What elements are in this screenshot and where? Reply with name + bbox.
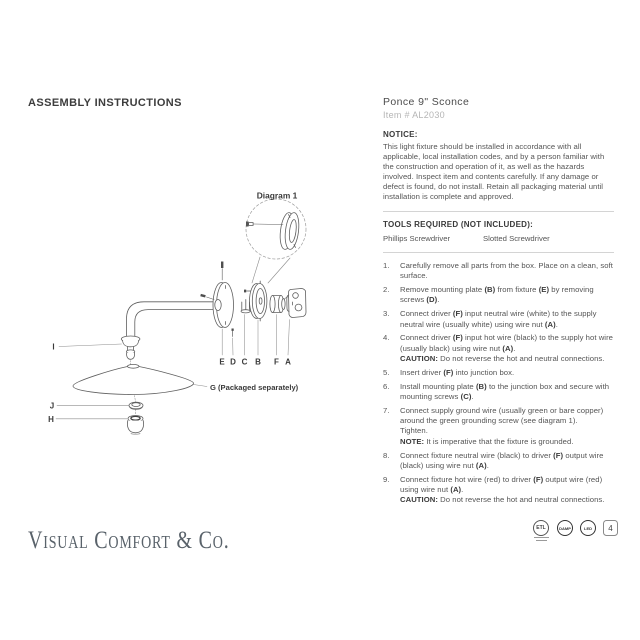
etl-label: ETL: [536, 525, 546, 531]
part-label-a: A: [285, 357, 291, 367]
step-text: Carefully remove all parts from the box. Place on a clean, soft surface.: [400, 261, 613, 281]
screw-d-icon: [232, 329, 234, 337]
instructions-column: [383, 96, 614, 509]
etl-fine-print: [533, 537, 550, 541]
led-icon: LED: [580, 520, 596, 536]
junction-box-part-a: [287, 289, 306, 318]
instruction-step: [383, 309, 614, 330]
leader-lines: [56, 315, 290, 419]
part-label-i: I: [52, 342, 55, 352]
damp-rated-icon: DAMP: [557, 520, 573, 536]
brand-logo: Visual Comfort & Co.: [28, 526, 230, 555]
certification-badges: [533, 520, 618, 541]
instruction-step: [383, 261, 614, 282]
step-text: Connect fixture hot wire (red) to driver (F) output wire (red) using wire nut (A). CAUTION: Do not reverse the hot and neutral connections.: [400, 474, 605, 505]
part-label-e: E: [219, 357, 225, 367]
instruction-step: [383, 333, 614, 364]
etl-certification-icon: [533, 520, 550, 541]
step-number: 9.: [383, 474, 390, 484]
step-text: Insert driver (F) into junction box.: [400, 367, 515, 377]
sconce-diagram: [25, 180, 360, 490]
instruction-step: [383, 406, 614, 447]
step-number: 1.: [383, 261, 390, 270]
step-number: 4.: [383, 333, 390, 343]
step-text: Connect driver (F) input neutral wire (white) to the supply neutral wire (usually white) using wire nut (A).: [400, 309, 597, 329]
step-text: Connect fixture neutral wire (black) to driver (F) output wire (black) using wire nut (A).: [400, 450, 604, 470]
exploded-diagram: [25, 180, 360, 490]
step-text: Connect supply ground wire (usually green or bare copper) around the green grounding screw (see diagram 1). Tighten. NOTE: It is imperative that the fixture is grounded.: [400, 405, 604, 446]
step-text: Install mounting plate (B) to the junction box and secure with mounting screws (C).: [400, 381, 610, 401]
socket-part-h: [127, 416, 143, 435]
fixture-arm: [121, 302, 217, 360]
screw-left-icon: [200, 294, 214, 300]
instruction-step: [383, 368, 614, 378]
part-label-j: J: [49, 401, 55, 411]
mounting-plate-part-b: [250, 281, 267, 321]
step-text: Connect driver (F) input hot wire (black) to the supply hot wire (usually black) using wire nut (A). CAUTION: Do not reverse the hot and neutral connections.: [400, 333, 614, 363]
notice-heading: NOTICE:: [383, 130, 418, 139]
instruction-list: [383, 261, 614, 506]
step-number: 7.: [383, 405, 390, 415]
diagram-title: Diagram 1: [256, 190, 298, 201]
canopy-part-e: [213, 283, 234, 328]
part-label-b: B: [255, 357, 261, 367]
tools-heading: TOOLS REQUIRED (NOT INCLUDED):: [383, 220, 534, 229]
part-label-c: C: [241, 357, 248, 367]
instruction-step: [383, 382, 614, 403]
mounting-screws-part-c: [241, 300, 250, 313]
screw-top-icon: [221, 262, 223, 281]
instruction-step: [383, 285, 614, 306]
instruction-step: [383, 451, 614, 472]
part-label-g: G (Packaged separately): [210, 382, 299, 392]
product-name: Ponce 9" Sconce: [383, 96, 470, 108]
tool-item: Phillips Screwdriver: [383, 234, 451, 243]
step-number: 6.: [383, 381, 390, 391]
step-number: 2.: [383, 285, 390, 295]
part-label-h: H: [48, 414, 54, 424]
instruction-step: [383, 475, 614, 506]
product-item-number: Item # AL2030: [383, 110, 445, 120]
part-label-d: D: [230, 357, 236, 367]
part-label-f: F: [274, 357, 279, 367]
grounding-screw-icon: [246, 222, 283, 227]
divider: [383, 252, 614, 253]
notice-body: This light fixture should be installed in accordance with all applicable, local installation codes, and by a person familiar with the construction and operation of it, as well as the hazards involved. Inspect item and contents carefully. If any damage or defect is found, do not install. Retain all packaging material until installation is complete and approved.: [383, 142, 605, 201]
callout-mounting-plate-detail: [278, 212, 300, 250]
step-number: 3.: [383, 309, 390, 319]
ring-part-j: [129, 402, 143, 409]
driver-part-f: [270, 296, 289, 313]
page-title: ASSEMBLY INSTRUCTIONS: [28, 97, 182, 109]
step-number: 8.: [383, 450, 390, 460]
page-number-badge: 4: [603, 520, 618, 536]
tools-row: [383, 234, 614, 243]
shade-part-g: [73, 364, 194, 394]
step-text: Remove mounting plate (B) from fixture (E) by removing screws (D).: [400, 285, 594, 305]
divider: [383, 211, 614, 212]
step-number: 5.: [383, 367, 390, 377]
tool-item: Slotted Screwdriver: [483, 234, 550, 243]
